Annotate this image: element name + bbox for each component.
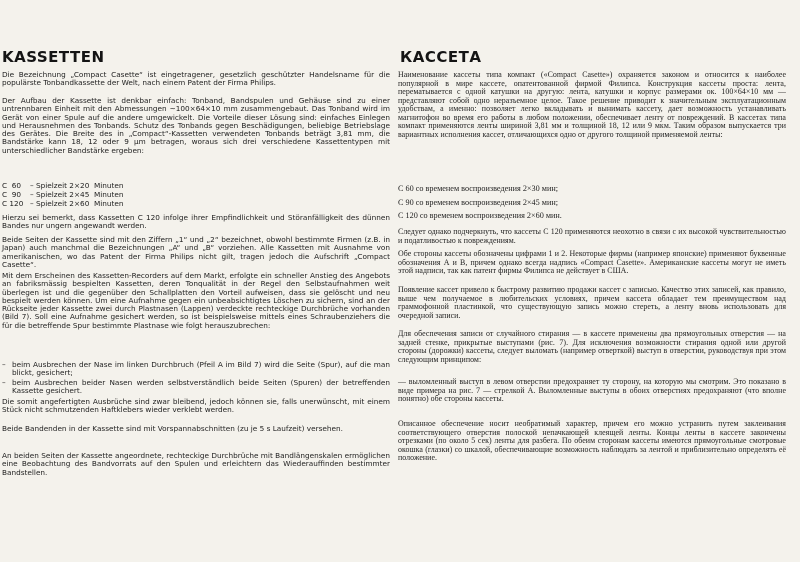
russian-paragraph: Обе стороны кассеты обозначены цифрами 1 и 2. Некоторые фирмы (например японские) применяют буквенные обозначения А и В, причем однако всегда надпись «Compact Casette». Американские кассеты могут не иметь этой надписи, так как патент фирмы Филипса не действует в США. xyxy=(398,249,786,275)
list-item: C 90 – Spielzeit 2×45 Minuten xyxy=(2,189,124,199)
german-title: KASSETTEN xyxy=(2,48,105,66)
german-cassette-types xyxy=(2,182,124,208)
german-paragraph: Mit dem Erscheinen des Kassetten-Recorders auf dem Markt, erfolgte ein schneller Anstieg des Angebots an fabriksmässig bespielten Kassetten, deren Tonqualität in der Regel den Selbstaufnahmen weit überlegen ist und die gegenüber den Schallplatten den Vorteil aufweisen, dass sie gelöscht und neu bespielt werden können. Um eine Aufnahme gegen ein unbeabsichtigtes Löschen zu sichern, sind an der Rückseite jeder Kassette zwei durch Plastnasen (Lappen) verdeckte rechteckige Durchbrüche vorhanden (Bild 7). Soll eine Aufnahme gesichert werden, so ist beispielsweise mittels eines Schraubenziehers die für die betreffende Spur bestimmte Plastnase wie folgt herauszubrechen: xyxy=(2,271,390,330)
german-paragraph: An beiden Seiten der Kassette angeordnete, rechteckige Durchbrüche mit Bandlängenskalen ermöglichen eine Beobachtung des Bandvorrats auf den Spulen und erleichtern das Wiederauffinden bestimmter Bandstellen. xyxy=(2,451,390,477)
list-item: C 60 – Spielzeit 2×20 Minuten xyxy=(2,181,124,190)
russian-paragraph: Следует однако подчеркнуть, что кассеты С 120 применяются неохотно в связи с их высокой чувствительностью и податливостью к повреждениям. xyxy=(398,227,786,245)
list-item: C 120 – Spielzeit 2×60 Minuten xyxy=(2,198,124,208)
german-paragraph: Die somit angefertigten Ausbrüche sind zwar bleibend, jedoch können sie, falls unerwünscht, mit einem Stück nicht schmutzenden Haftklebers wieder verklebt werden. xyxy=(2,397,390,415)
german-paragraph: Beide Bandenden in der Kassette sind mit Vorspannabschnitten (zu je 5 s Laufzeit) versehen. xyxy=(2,424,343,433)
list-item: С 60 со временем воспроизведения 2×30 мин; xyxy=(398,184,558,193)
german-paragraph: Der Aufbau der Kassette ist denkbar einfach: Tonband, Bandspulen und Gehäuse sind zu einer untrennbaren Einheit mit den Abmessungen ~100×64×10 mm zusammengebaut. Das Tonband wird im Gerät von einer Spule auf die andere umgewickelt. Die Vorteile dieser Lösung sind: einfaches Einlegen und Herausnehmen des Tonbands. Schutz des Tonbands gegen Beschädigungen, beliebige Betriebslage des Gerätes. Die Breite des in „Compact“-Kassetten verwendeten Tonbands beträgt 3,81 mm, die Bandstärke kann 18, 12 oder 9 µm betragen, woraus sich drei verschiedene Kassettentypen mit unterschiedlicher Bandstärke ergeben: xyxy=(2,96,390,155)
russian-title: КАССЕТА xyxy=(400,48,482,66)
german-paragraph: Hierzu sei bemerkt, dass Kassetten C 120 infolge ihrer Empfindlichkeit und Störanfälligkeit des dünnen Bandes nur ungern angewandt werden. xyxy=(2,213,390,231)
list-item: С 120 со временем воспроизведения 2×60 мин. xyxy=(398,211,562,220)
russian-paragraph: Описанное обеспечение носит необратимый характер, причем его можно устранить путем заклеивания соответствующего отверстия полоской непачкающей клеящей ленты. Концы ленты в кассете закончены отрезками (по около 5 сек) ленты для разбега. По обеим сторонам кассеты имеются прямоугольные смотровые окошка (глазки) со шкалой, обеспечивающие возможность наблюдать за лентой и приблизительно определять её положение. xyxy=(398,419,786,462)
german-bullet-item: – beim Ausbrechen beider Nasen werden selbstverständlich beide Seiten (Spuren) der betreffenden Kassette gesichert. xyxy=(2,378,390,396)
german-paragraph: Die Bezeichnung „Compact Casette“ ist eingetragener, gesetzlich geschützter Handelsname für die populärste Tonbandkassette der Welt, nach einem Patent der Firma Philips. xyxy=(2,70,390,88)
german-bullet-item: – beim Ausbrechen der Nase im linken Durchbruch (Pfeil A im Bild 7) wird die Seite (Spur), auf die man blickt, gesichert; xyxy=(2,360,390,378)
list-item: С 90 со временем воспроизведения 2×45 мин; xyxy=(398,197,558,207)
russian-paragraph: — выломленный выступ в левом отверстии предохраняет ту сторону, на которую мы смотрим. Это показано в виде примера на рис. 7 — стрелкой А. Выломленные выступы в обоих отверстиях предохраняют (что вполне понятно) обе стороны кассеты. xyxy=(398,377,786,403)
russian-cassette-types xyxy=(398,182,562,223)
russian-paragraph: Для обеспечения записи от случайного стирания — в кассете применены два прямоугольных отверстия — на задней стенке, прикрытые выступами (рис. 7). Для исключения возможности стирания одной или другой стороны (дорожки) кассеты, следует выломать (например отверткой) выступ в отверстии, руководствуя при этом следующим принципом: xyxy=(398,329,786,364)
russian-paragraph: Наименование кассеты типа компакт («Compact Casette») охраняется законом и относится к наиболее популярной в мире кассете, опатентованной фирмой Филипса. Конструкция кассеты проста: лента, перематывается с одной катушки на другую: лента, катушки и корпус размерами ок. 100×64×10 мм — представляют собой одно неразъемное целое. Такое решение приводит к значительным эксплуатационным удобствам, а именно: позволяет легко вкладывать и вынимать кассету, дает возможность устанавливать магнитофон во время его работы в любом положении, обеспечивает ленту от повреждений. В кассетах типа компакт применяются ленты шириной 3,81 мм и толщиной 18, 12 или 9 мкм. Таким образом выпускается три вариантных исполнения кассет, отличающихся одно от другого толщиной применяемой ленты: xyxy=(398,70,786,139)
german-paragraph: Beide Seiten der Kassette sind mit den Ziffern „1“ und „2“ bezeichnet, obwohl bestimmte Firmen (z.B. in Japan) auch manchmal die Bezeichnungen „A“ und „B“ vorziehen. Alle Kassetten mit Ausnahme von amerikanischen, wo das Patent der Firma Philips nicht gilt, tragen jedoch die Aufschrift „Compact Casette“. xyxy=(2,235,390,269)
russian-paragraph: Появление кассет привело к быстрому развитию продажи кассет с записью. Качество этих записей, как правило, выше чем получаемое в любительских условиях, причем кассета обладает тем преимуществом над граммофонной пластинкой, что существующую запись можно стереть, а ленту вновь использовать для очередной записи. xyxy=(398,285,786,320)
